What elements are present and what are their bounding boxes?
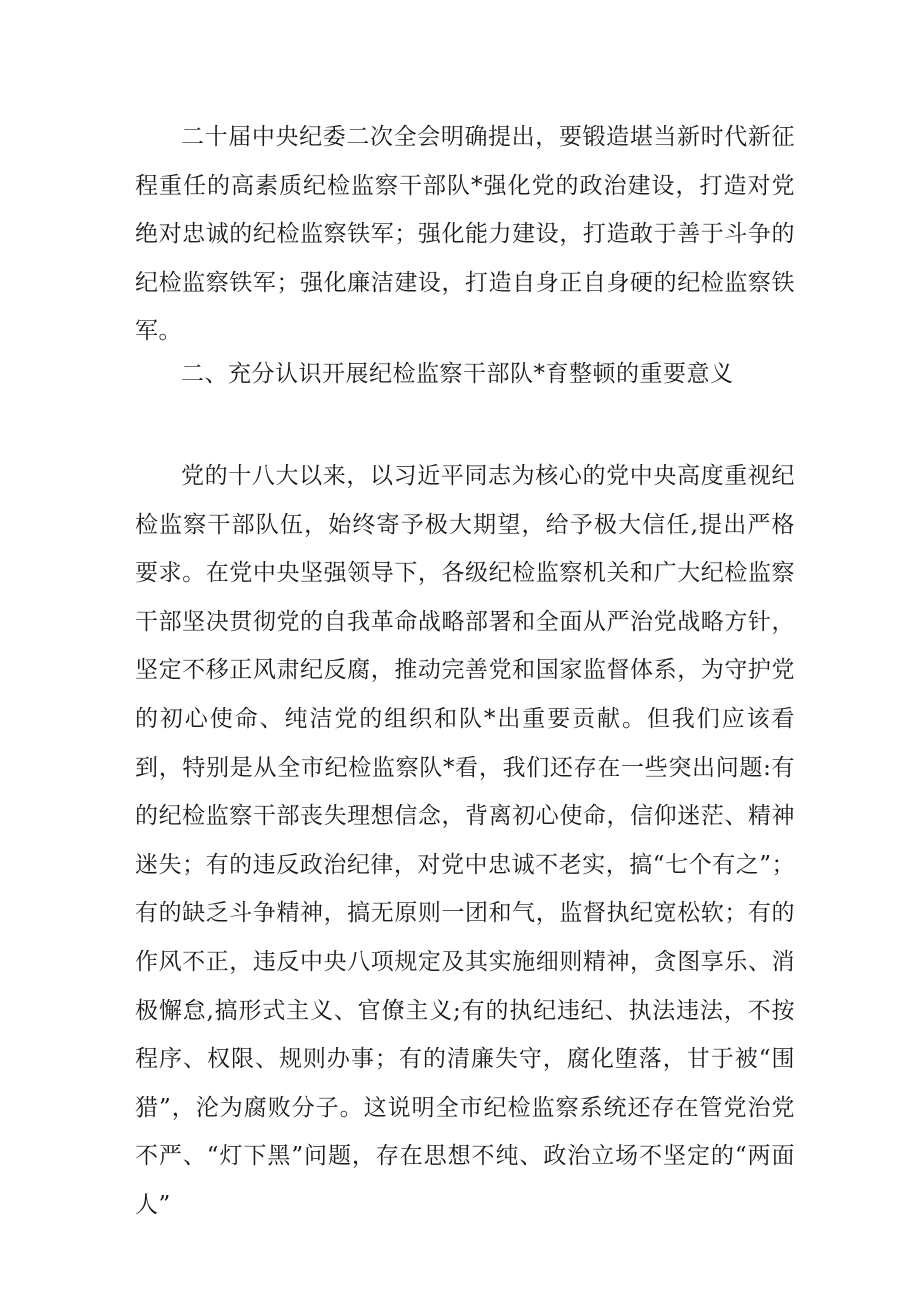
section-heading: 二、充分认识开展纪检监察干部队*育整顿的重要意义 [181,361,734,387]
body-paragraph: 二十届中央纪委二次全会明确提出，要锻造堪当新时代新征程重任的高素质纪检监察干部队*强化党的政治建设，打造对党绝对忠诚的纪检监察铁军；强化能力建设，打造敢于善于斗争的纪检监察铁军；强化廉洁建设，打造自身正自身硬的纪检监察铁军。 [135,124,795,345]
body-paragraph: 党的十八大以来，以习近平同志为核心的党中央高度重视纪检监察干部队伍，始终寄予极大期望，给予极大信任,提出严格要求。在党中央坚强领导下，各级纪检监察机关和广大纪检监察干部坚决贯彻党的自我革命战略部署和全面从严治党战略方针，坚定不移正风肃纪反腐，推动完善党和国家监督体系，为守护党的初心使命、纯洁党的组织和队*出重要贡献。但我们应该看到，特别是从全市纪检监察队*看，我们还存在一些突出问题:有的纪检监察干部丧失理想信念，背离初心使命，信仰迷茫、精神迷失；有的违反政治纪律，对党中忠诚不老实，搞“七个有之”；有的缺乏斗争精神，搞无原则一团和气，监督执纪宽松软；有的作风不正，违反中央八项规定及其实施细则精神，贪图享乐、消极懈怠,搞形式主义、官僚主义;有的执纪违纪、执法违法，不按程序、权限、规则办事；有的清廉失守，腐化堕落，甘于被“围猎”，沦为腐败分子。这说明全市纪检监察系统还存在管党治党不严、“灯下黑”问题，存在思想不纯、政治立场不坚定的“两面人” [135,463,795,1218]
